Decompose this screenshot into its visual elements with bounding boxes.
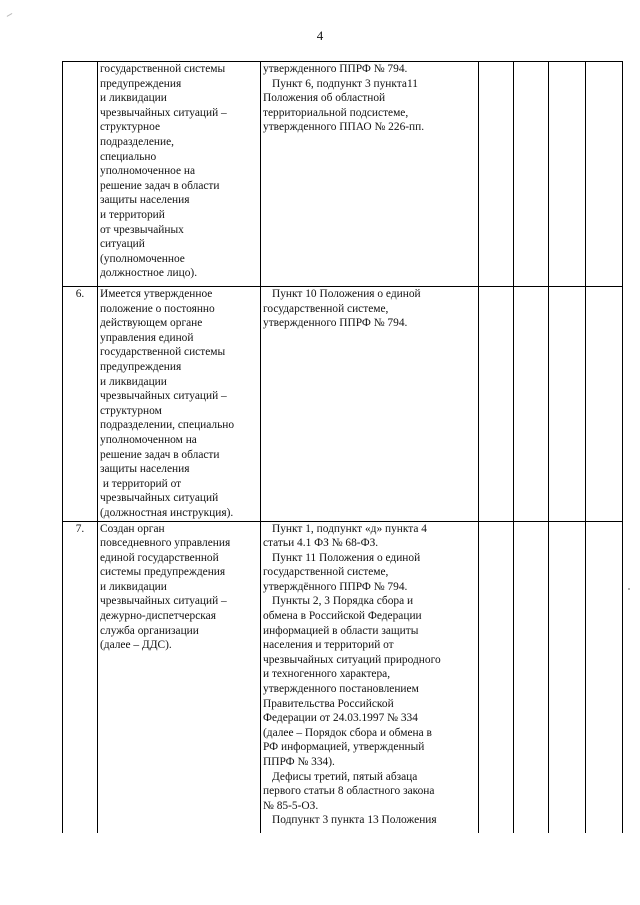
requirement-line: (далее – ДДС). xyxy=(100,639,172,652)
empty-cell xyxy=(586,62,623,287)
reference-line: РФ информацией, утвержденный xyxy=(263,741,425,754)
requirement-line: чрезвычайных ситуаций – xyxy=(100,106,227,119)
reference-line: Положения об областной xyxy=(263,92,386,105)
requirement-line: и ликвидации xyxy=(100,92,167,105)
empty-cell xyxy=(586,287,623,522)
requirement-line: государственной системы xyxy=(100,63,226,75)
reference-line: обмена в Российской Федерации xyxy=(263,610,422,623)
reference-paragraph xyxy=(263,594,476,769)
requirement-line: защиты населения xyxy=(100,194,190,207)
reference-line: Пункт 6, подпункт 3 пункта11 xyxy=(272,77,418,90)
empty-cell xyxy=(479,287,514,522)
reference-line: и техногенного характера, xyxy=(263,668,391,681)
reference-cell xyxy=(261,62,479,287)
reference-paragraph xyxy=(263,62,476,77)
requirement-line: Создан орган xyxy=(100,522,165,535)
reference-paragraph xyxy=(263,813,476,828)
requirement-line: подразделении, специально xyxy=(100,419,235,432)
reference-paragraph xyxy=(263,770,476,814)
requirement-line: и территорий xyxy=(100,208,165,221)
reference-line: Пункт 11 Положения о единой xyxy=(272,551,421,564)
reference-line: государственной системе, xyxy=(263,302,389,315)
table-row xyxy=(63,521,623,833)
reference-line: № 85-5-ОЗ. xyxy=(263,799,319,812)
requirement-line: уполномоченном на xyxy=(100,433,197,446)
reference-paragraph xyxy=(263,77,476,135)
reference-line: Дефисы третий, пятый абзаца xyxy=(272,770,418,783)
requirement-line: положение о постоянно xyxy=(100,302,215,315)
reference-line: Федерации от 24.03.1997 № 334 xyxy=(263,712,418,725)
requirement-line: (уполномоченное xyxy=(100,252,185,265)
requirement-line: повседневного управления xyxy=(100,537,231,550)
requirement-line: и ликвидации xyxy=(100,580,167,593)
empty-cell xyxy=(586,521,623,833)
reference-line: информацией в области защиты xyxy=(263,624,419,637)
requirement-line: защиты населения xyxy=(100,463,190,476)
empty-cell xyxy=(514,287,549,522)
requirement-line: должностное лицо). xyxy=(100,267,198,280)
reference-line: Пункт 10 Положения о единой xyxy=(272,288,421,300)
row-number xyxy=(63,62,98,287)
requirement-line: чрезвычайных ситуаций – xyxy=(100,390,227,403)
reference-line: чрезвычайных ситуаций природного xyxy=(263,653,441,666)
requirement-line: дежурно-диспетчерская xyxy=(100,610,216,623)
empty-cell xyxy=(514,521,549,833)
requirement-line: и территорий от xyxy=(100,477,182,490)
reference-cell xyxy=(261,287,479,522)
requirement-line: подразделение, xyxy=(100,135,174,148)
reference-line: Подпункт 3 пункта 13 Положения xyxy=(272,814,437,827)
reference-line: населения и территорий от xyxy=(263,639,394,652)
requirement-line: специально xyxy=(100,150,157,163)
requirement-line: и ликвидации xyxy=(100,375,167,388)
requirement-line: системы предупреждения xyxy=(100,566,226,579)
table-row xyxy=(63,287,623,522)
scan-mark xyxy=(7,13,16,22)
empty-cell xyxy=(514,62,549,287)
requirement-line: управления единой xyxy=(100,331,194,344)
reference-line: государственной системе, xyxy=(263,566,389,579)
reference-line: территориальной подсистеме, xyxy=(263,106,409,119)
requirement-line: служба организации xyxy=(100,624,199,637)
reference-cell xyxy=(261,521,479,833)
requirement-line: (должностная инструкция). xyxy=(100,506,234,519)
reference-line: утвержденного ППАО № 226-пп. xyxy=(263,121,425,134)
requirement-line: государственной системы xyxy=(100,346,226,359)
requirement-cell xyxy=(98,287,261,522)
requirement-line: действующем органе xyxy=(100,317,203,330)
requirement-line: от чрезвычайных xyxy=(100,223,184,236)
requirement-line: решение задач в области xyxy=(100,179,220,192)
reference-line: утвержденного ППРФ № 794. xyxy=(263,317,408,330)
requirement-line: структурном xyxy=(100,404,162,417)
empty-cell xyxy=(479,521,514,833)
reference-line: ППРФ № 334). xyxy=(263,756,335,768)
requirement-line: структурное xyxy=(100,121,161,134)
requirement-line: предупреждения xyxy=(100,77,182,90)
requirement-line: уполномоченное на xyxy=(100,165,196,178)
requirement-cell xyxy=(98,62,261,287)
row-number: 6. xyxy=(63,287,98,522)
empty-cell xyxy=(549,62,586,287)
empty-cell xyxy=(549,521,586,833)
empty-cell xyxy=(479,62,514,287)
row-number: 7. xyxy=(63,521,98,833)
reference-line: утвержденного ППРФ № 794. xyxy=(263,63,408,75)
reference-paragraph xyxy=(263,287,476,331)
requirement-line: единой государственной xyxy=(100,551,219,564)
checklist-table xyxy=(62,61,623,833)
reference-paragraph xyxy=(263,522,476,551)
reference-line: утвержденного постановлением xyxy=(263,683,419,696)
reference-line: первого статьи 8 областного закона xyxy=(263,785,435,798)
reference-line: статьи 4.1 ФЗ № 68-ФЗ. xyxy=(263,537,379,550)
requirement-line: Имеется утвержденное xyxy=(100,288,213,300)
requirement-line: чрезвычайных ситуаций – xyxy=(100,595,227,608)
scan-speck xyxy=(628,588,630,590)
requirement-line: чрезвычайных ситуаций xyxy=(100,492,219,505)
requirement-line: решение задач в области xyxy=(100,448,220,461)
requirement-line: предупреждения xyxy=(100,360,182,373)
reference-line: (далее – Порядок сбора и обмена в xyxy=(263,726,432,739)
table-row xyxy=(63,62,623,287)
reference-line: Правительства Российской xyxy=(263,697,394,710)
reference-line: утверждённого ППРФ № 794. xyxy=(263,580,408,593)
reference-paragraph xyxy=(263,551,476,595)
empty-cell xyxy=(549,287,586,522)
page-number: 4 xyxy=(316,28,324,43)
requirement-line: ситуаций xyxy=(100,238,145,251)
reference-line: Пункты 2, 3 Порядка сбора и xyxy=(272,595,414,608)
requirement-cell xyxy=(98,521,261,833)
reference-line: Пункт 1, подпункт «д» пункта 4 xyxy=(272,522,427,535)
